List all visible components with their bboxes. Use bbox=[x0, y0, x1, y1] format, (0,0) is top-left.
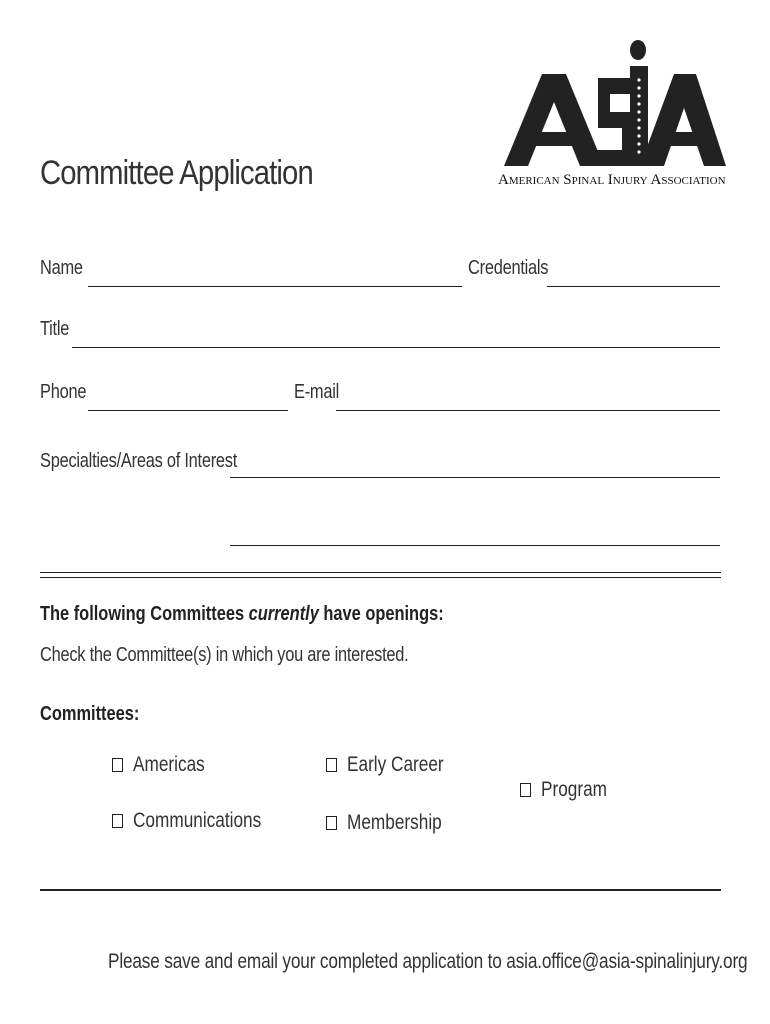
program-label: Program bbox=[541, 778, 608, 801]
heading-post: have openings: bbox=[318, 603, 444, 625]
americas-checkbox[interactable] bbox=[112, 758, 123, 772]
credentials-field[interactable] bbox=[547, 264, 720, 287]
heading-emph: currently bbox=[248, 603, 319, 625]
committees-openings-heading bbox=[40, 603, 444, 626]
name-field[interactable] bbox=[88, 264, 462, 287]
membership-label: Membership bbox=[347, 811, 442, 834]
title-label: Title bbox=[40, 318, 70, 340]
committee-option-americas[interactable] bbox=[112, 753, 221, 777]
footer-instruction: Please save and email your completed application to asia.office@asia-spinalinjury.org bbox=[108, 950, 748, 973]
email-field[interactable] bbox=[336, 388, 720, 411]
specialties-field-line-1[interactable] bbox=[230, 455, 720, 478]
email-label: E-mail bbox=[294, 381, 339, 403]
committee-option-program[interactable] bbox=[520, 778, 622, 802]
heading-pre: The following Committees bbox=[40, 603, 249, 625]
committee-option-communications[interactable] bbox=[112, 809, 289, 833]
title-field[interactable] bbox=[72, 325, 720, 348]
credentials-label: Credentials bbox=[468, 257, 549, 279]
membership-checkbox[interactable] bbox=[326, 816, 337, 830]
committees-list-heading: Committees: bbox=[40, 703, 140, 725]
specialties-label: Specialties/Areas of Interest bbox=[40, 450, 238, 472]
phone-field[interactable] bbox=[88, 388, 288, 411]
specialties-field-line-2[interactable] bbox=[230, 523, 720, 546]
early-career-checkbox[interactable] bbox=[326, 758, 337, 772]
committee-option-membership[interactable] bbox=[326, 811, 463, 835]
org-name: American Spinal Injury Association bbox=[498, 172, 726, 188]
footer-divider bbox=[40, 889, 721, 891]
committee-option-early-career[interactable] bbox=[326, 753, 465, 777]
name-label: Name bbox=[40, 257, 83, 279]
phone-label: Phone bbox=[40, 381, 87, 403]
committees-instruction: Check the Committee(s) in which you are interested. bbox=[40, 644, 409, 666]
communications-label: Communications bbox=[133, 809, 262, 832]
program-checkbox[interactable] bbox=[520, 783, 531, 797]
section-divider bbox=[40, 572, 721, 578]
early-career-label: Early Career bbox=[347, 753, 444, 776]
americas-label: Americas bbox=[133, 753, 205, 776]
form-title: Committee Application bbox=[40, 154, 313, 192]
communications-checkbox[interactable] bbox=[112, 814, 123, 828]
